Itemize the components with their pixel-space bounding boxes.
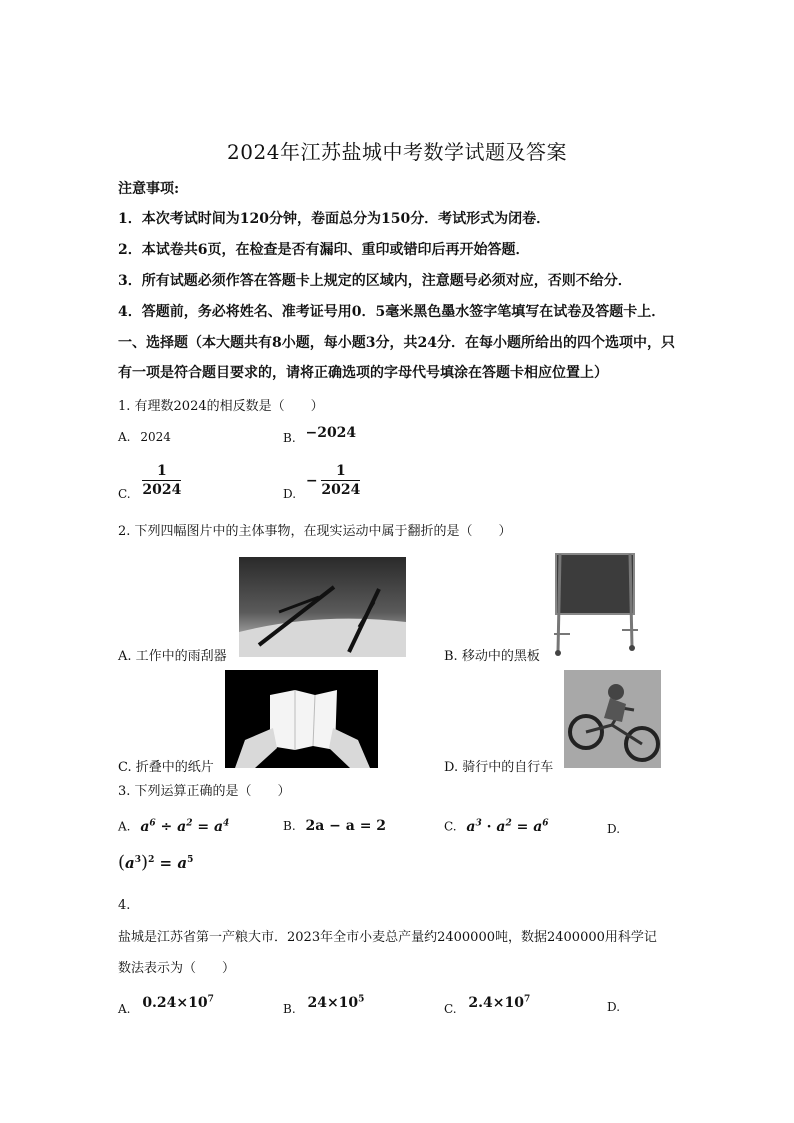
q1-a-value: 2024	[140, 430, 171, 444]
wiper-image	[239, 557, 406, 657]
blackboard-image	[550, 552, 640, 657]
q1-a-label: A.	[118, 430, 131, 444]
q3-a-label: A.	[118, 819, 131, 834]
q4-a-label: A.	[118, 1001, 131, 1016]
q3-option-a	[118, 818, 229, 835]
q4-b-mantissa: 24×10	[307, 994, 359, 1011]
q2-option-d: D. 骑行中的自行车	[444, 760, 554, 775]
q1-option-c	[118, 462, 181, 499]
q4-option-b	[283, 994, 365, 1016]
q1-c-fraction	[142, 462, 181, 499]
q1-c-denominator: 2024	[142, 482, 182, 498]
section-heading-line2: 有一项是符合题目要求的，请将正确选项的字母代号填涂在答题卡相应位置上）	[118, 365, 608, 381]
q1-d-fraction	[321, 462, 360, 499]
q1-option-b	[283, 425, 357, 445]
note-item-2: 2．本试卷共6页，在检查是否有漏印、重印或错印后再开始答题．	[118, 242, 530, 258]
q3-b-label: B.	[283, 819, 296, 833]
q1-option-a	[118, 430, 171, 444]
q3-a-expression: $a^6 \div a^2 = a^4$	[140, 818, 230, 835]
q1-b-value: −2024	[305, 425, 357, 441]
q4-c-exponent: 7	[523, 994, 531, 1004]
q4-c-label: C.	[444, 1001, 457, 1016]
q1-c-label: C.	[118, 487, 131, 501]
q3-option-b	[283, 818, 386, 834]
q3-d-label: D.	[607, 822, 621, 836]
q4-a-mantissa: 0.24×10	[142, 994, 208, 1011]
q1-c-numerator: 1	[142, 462, 181, 481]
q2-option-b: B. 移动中的黑板	[444, 649, 540, 664]
q3-c-expression: $a^3 \cdot a^2 = a^6$	[466, 818, 549, 835]
q4-a-exponent: 7	[207, 994, 214, 1004]
q3-option-d-expression: $(a^3)^2 = a^5$	[118, 852, 194, 873]
q1-d-numerator: 1	[321, 462, 360, 481]
notes-heading: 注意事项:	[118, 181, 180, 197]
q3-stem: 3. 下列运算正确的是（ ）	[118, 784, 291, 799]
q4-b-label: B.	[283, 1001, 296, 1016]
q4-c-mantissa: 2.4×10	[468, 994, 524, 1011]
q4-stem-line2: 数法表示为（ ）	[118, 961, 236, 976]
q1-option-d	[283, 462, 360, 499]
q2-option-a: A. 工作中的雨刮器	[118, 649, 227, 664]
q1-stem: 1. 有理数2024的相反数是（ ）	[118, 399, 324, 414]
q2-option-c: C. 折叠中的纸片	[118, 760, 214, 775]
q1-d-label: D.	[283, 487, 297, 501]
note-item-1: 1．本次考试时间为120分钟，卷面总分为150分．考试形式为闭卷．	[118, 211, 551, 227]
q4-b-exponent: 5	[358, 994, 365, 1004]
q4-number: 4.	[118, 898, 131, 913]
q3-c-label: C.	[444, 819, 457, 834]
q3-b-expression: 2a − a = 2	[305, 818, 387, 834]
q2-stem: 2. 下列四幅图片中的主体事物，在现实运动中属于翻折的是（ ）	[118, 524, 512, 539]
q3-option-c	[444, 818, 549, 835]
note-item-3: 3．所有试题必须作答在答题卡上规定的区域内，注意题号必须对应，否则不给分．	[118, 273, 632, 289]
q4-option-c	[444, 994, 531, 1016]
page-title: 2024年江苏盐城中考数学试题及答案	[227, 140, 567, 164]
q4-stem-line1: 盐城是江苏省第一产粮大市．2023年全市小麦总产量约2400000吨，数据2400000用科学记	[118, 930, 657, 945]
q4-option-a	[118, 994, 214, 1016]
folding-paper-image	[225, 670, 378, 768]
q4-d-label: D.	[607, 1000, 621, 1014]
bicycle-image	[564, 670, 661, 768]
section-heading-line1: 一、选择题（本大题共有8小题，每小题3分，共24分．在每小题所给出的四个选项中，只	[118, 335, 675, 351]
note-item-4: 4．答题前，务必将姓名、准考证号用0．5毫米黑色墨水签字笔填写在试卷及答题卡上．	[118, 304, 666, 320]
q1-d-denominator: 2024	[321, 482, 361, 498]
q1-d-sign: −	[305, 472, 318, 489]
q1-b-label: B.	[283, 431, 296, 445]
